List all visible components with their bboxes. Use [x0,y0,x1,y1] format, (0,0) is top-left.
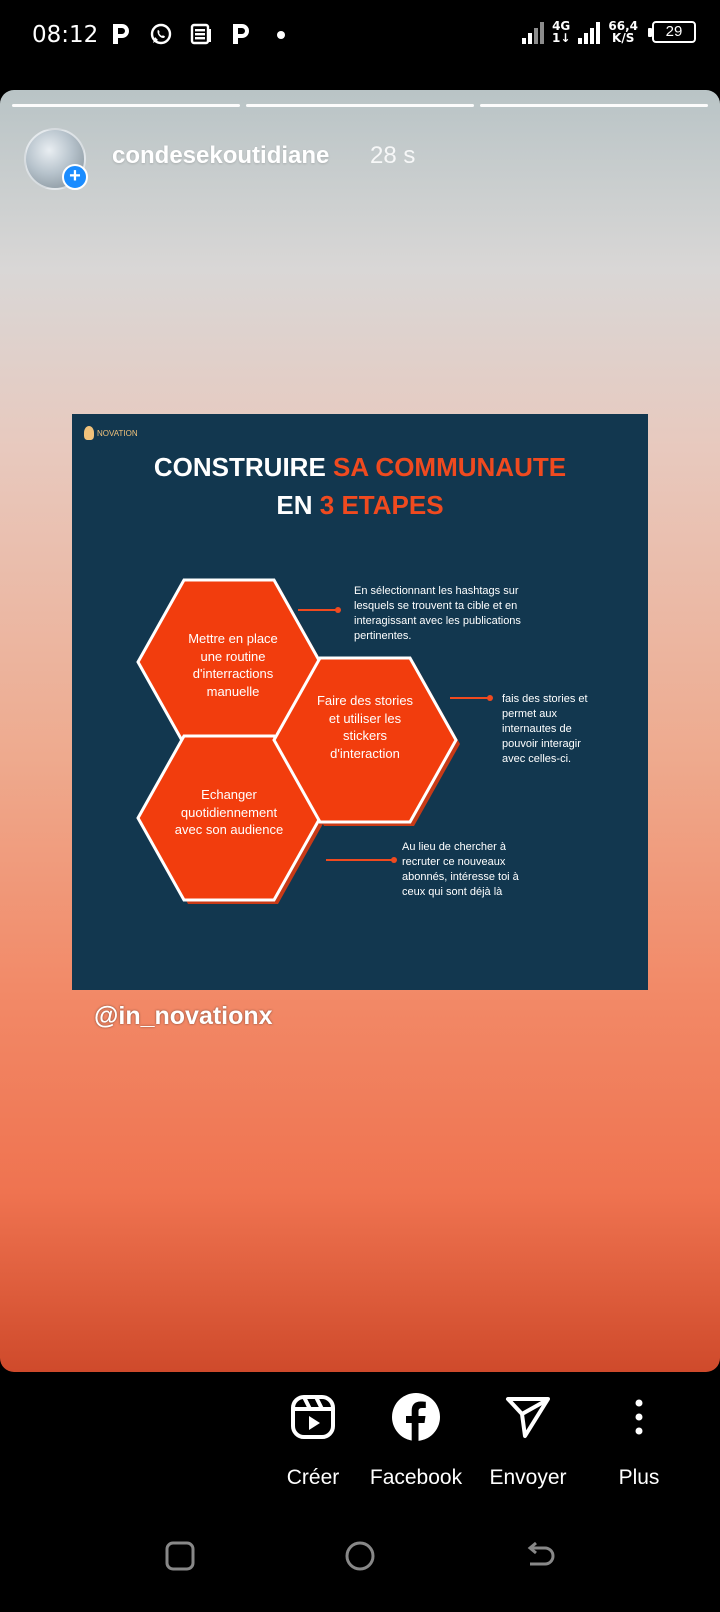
more-vertical-icon [584,1390,694,1444]
progress-segment [12,104,240,107]
battery-level: 29 [665,23,683,40]
send-label: Envoyer [489,1466,567,1489]
navigation-bar [0,1540,720,1590]
connector-dot [391,857,397,863]
title-accent: 3 ETAPES [319,490,444,520]
story-viewer[interactable] [0,90,720,1372]
circle-icon [344,1540,376,1572]
story-username[interactable]: condesekoutidiane [112,142,330,169]
story-infographic [72,414,648,990]
system-status [522,20,696,44]
status-bar [0,0,720,72]
create-button[interactable] [258,1390,368,1490]
parking-p-icon [108,20,134,48]
facebook-icon [361,1390,471,1444]
parking-p-icon [228,20,254,48]
description-2: fais des stories et permet aux internautes de pouvoir interagir avec celles-ci. [502,693,588,765]
description-3: Au lieu de chercher à recruter ce nouveaux abonnés, intéresse toi à ceux qui sont déjà là [402,841,519,898]
story-progress [12,104,708,107]
connector-dot [335,607,341,613]
status-time: 08:12 [32,22,99,48]
hexagon-1-label: Mettre en place une routine d'interractions manuelle [188,631,278,699]
back-arrow-icon [524,1540,556,1572]
news-icon [188,20,214,48]
signal-icon [578,20,600,44]
logo-text: NOVATION [97,428,138,438]
connector-dot [487,695,493,701]
whatsapp-icon [148,20,174,48]
back-button[interactable] [524,1540,556,1577]
recent-apps-button[interactable] [164,1540,196,1577]
progress-segment [246,104,474,107]
hexagon-3-label: Echanger quotidiennement avec son audience [174,787,284,837]
facebook-share-button[interactable] [361,1390,471,1490]
facebook-label: Facebook [369,1466,463,1489]
network-speed: 66,4 [608,19,638,33]
network-activity: 1↓ [551,31,571,45]
notification-icons [108,20,294,48]
dot-icon [268,20,294,48]
story-timestamp: 28 s [370,142,416,169]
send-button[interactable] [473,1390,583,1490]
more-button[interactable] [584,1390,694,1490]
home-button[interactable] [344,1540,376,1577]
square-icon [164,1540,196,1572]
description-1: En sélectionnant les hashtags sur lesquels se trouvent ta cible et en interagissant avec les publications pertinentes. [354,585,521,642]
signal-icon [522,20,544,44]
reels-icon [258,1390,368,1444]
more-label: Plus [618,1466,660,1489]
send-icon [473,1390,583,1444]
title-part: EN [276,490,313,520]
title-part: CONSTRUIRE [153,452,326,482]
create-label: Créer [286,1466,340,1489]
battery-icon [652,21,696,43]
network-speed-unit: K/S [612,31,635,45]
title-accent: SA COMMUNAUTE [333,452,567,482]
hexagon-2-label: Faire des stories et utiliser les stickers d'interaction [316,693,414,761]
add-icon[interactable]: + [62,164,88,190]
network-type: 4G [552,19,571,33]
mention-sticker[interactable]: @in_novationx [94,1002,273,1030]
progress-segment [480,104,708,107]
